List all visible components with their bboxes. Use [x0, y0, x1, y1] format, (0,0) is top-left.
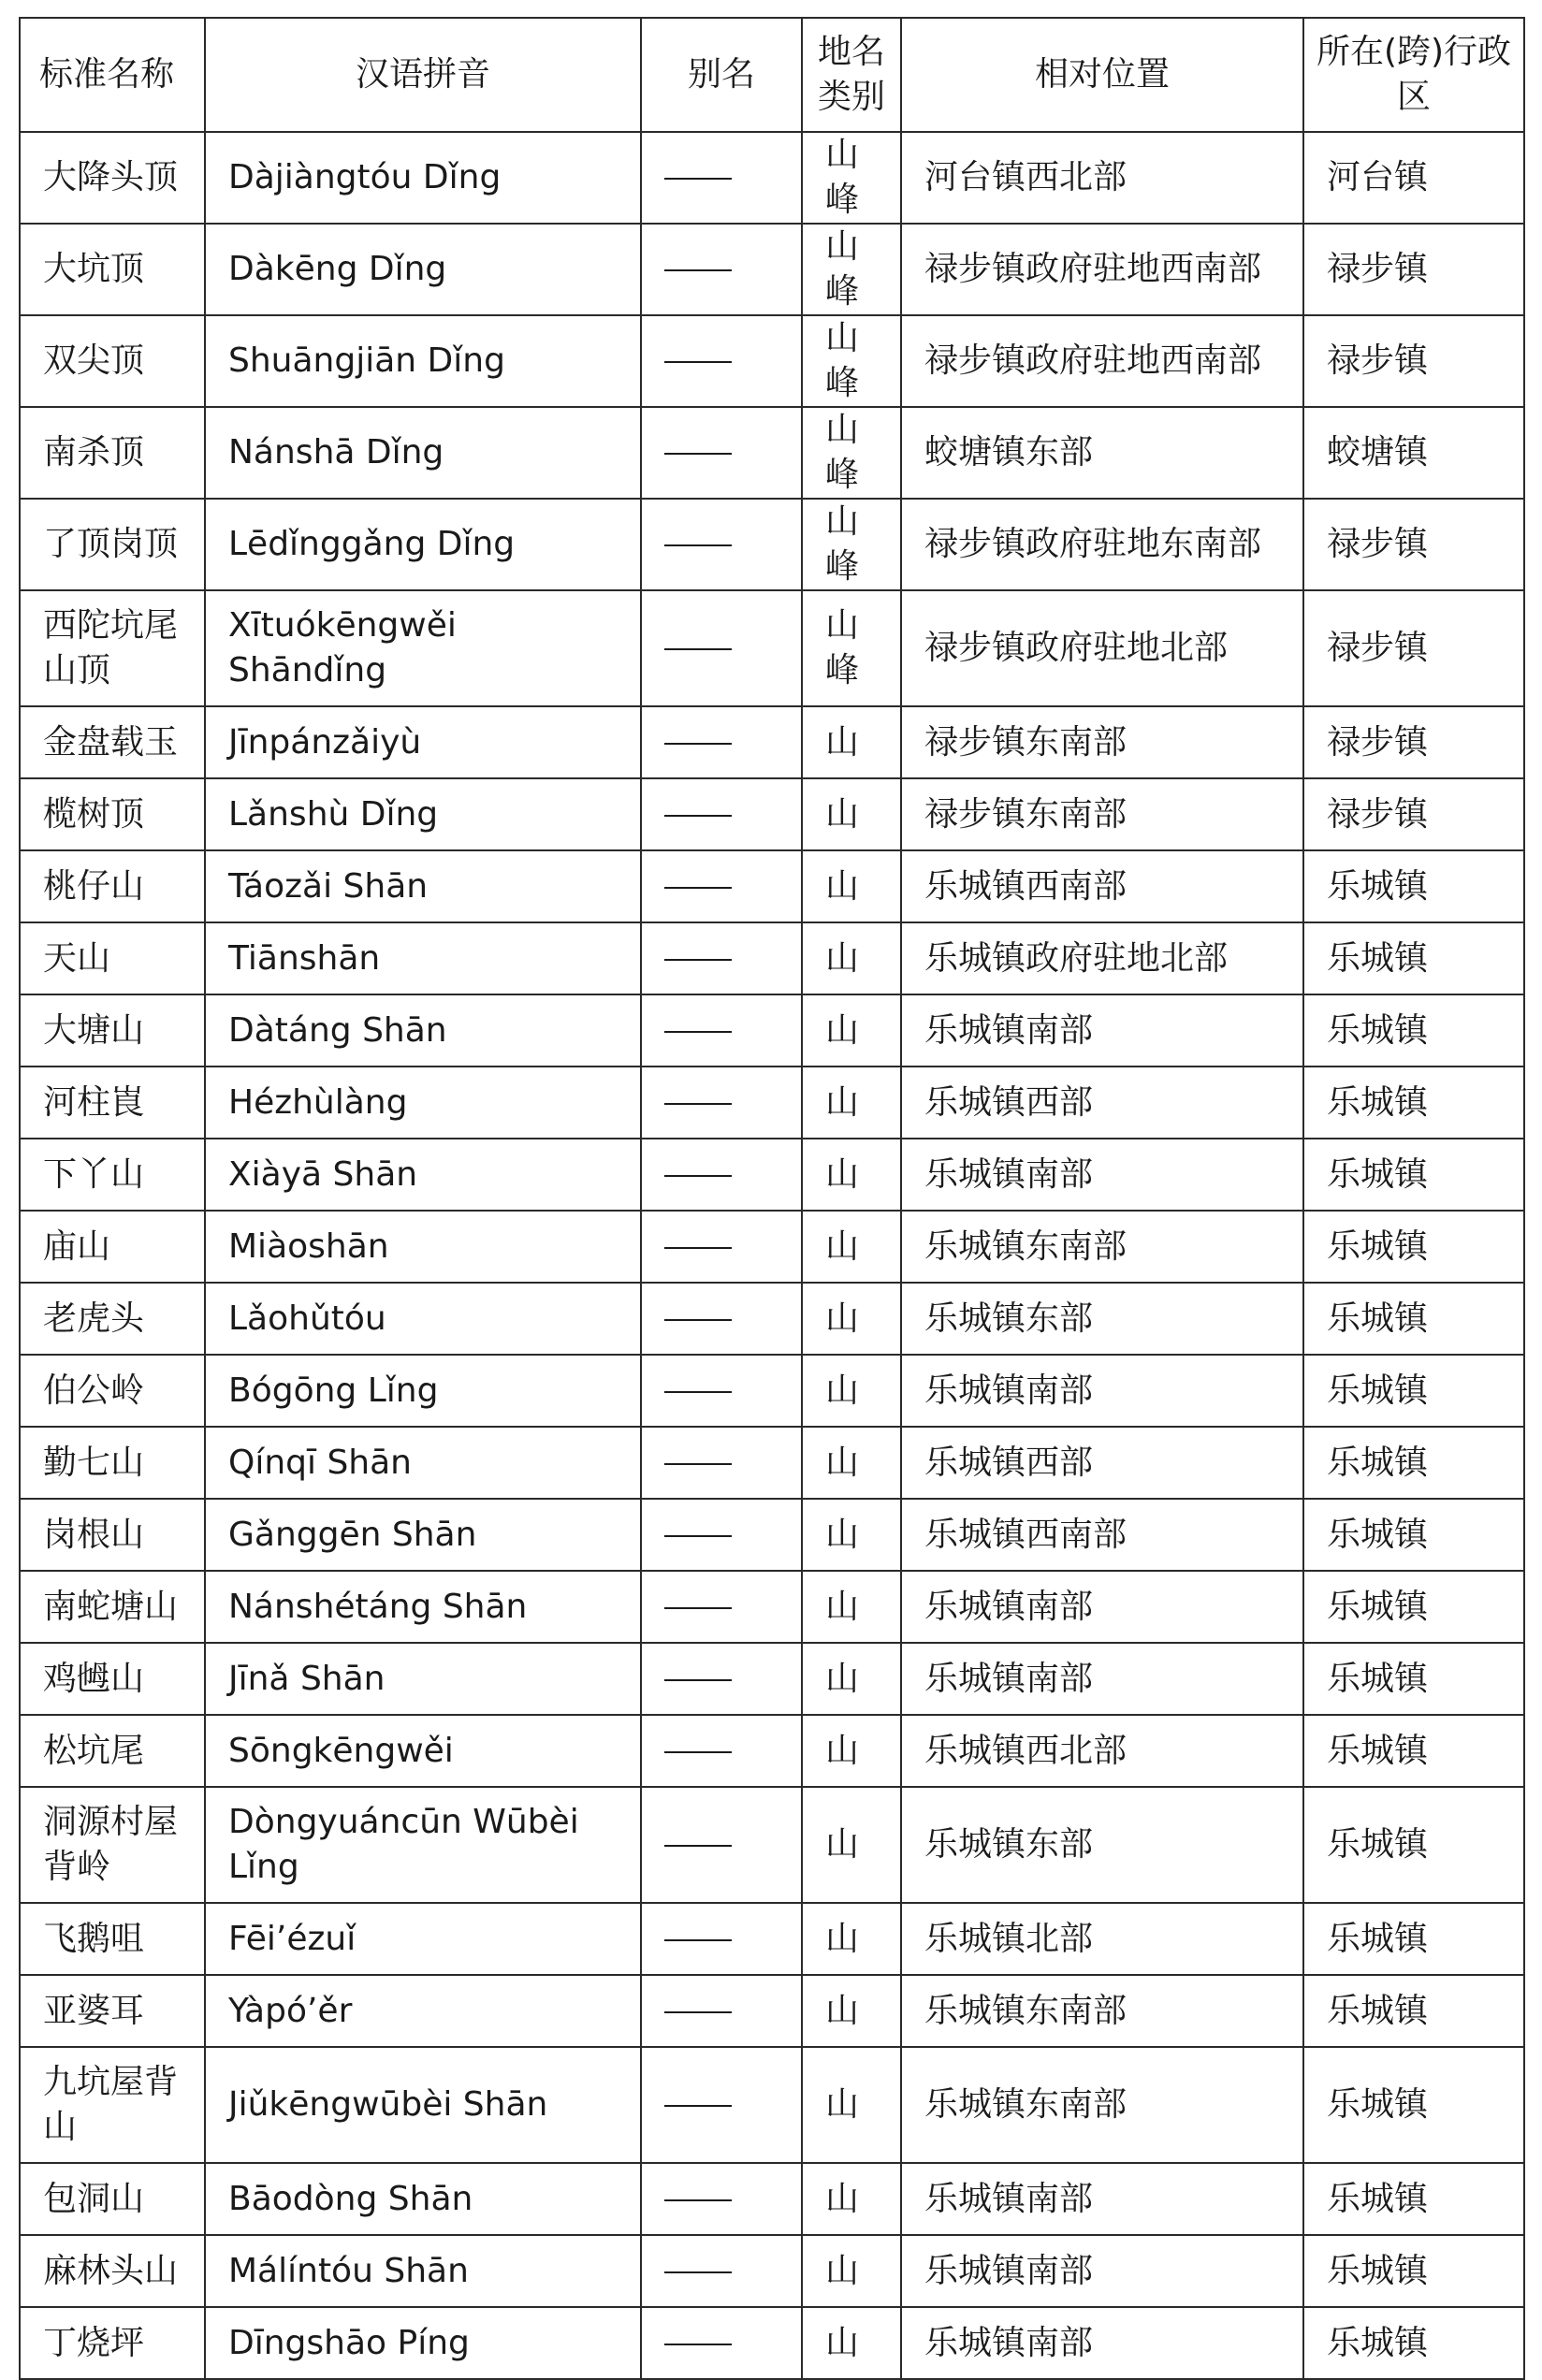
category-cell: 山	[802, 1139, 901, 1211]
relative-location-cell: 禄步镇政府驻地西南部	[901, 224, 1303, 315]
standard-name-cell: 岗根山	[20, 1499, 205, 1571]
category-cell: 山	[802, 1715, 901, 1787]
pinyin-cell: Dàtáng Shān	[205, 994, 641, 1067]
relative-location-cell: 乐城镇南部	[901, 2163, 1303, 2235]
admin-region-cell: 乐城镇	[1303, 994, 1524, 1067]
alias-cell	[641, 2307, 802, 2379]
standard-name-cell: 桃仔山	[20, 850, 205, 922]
admin-region-cell: 乐城镇	[1303, 2235, 1524, 2307]
pinyin-cell: Fēi’ézuǐ	[205, 1903, 641, 1975]
admin-region-cell: 蛟塘镇	[1303, 407, 1524, 499]
alias-cell	[641, 2047, 802, 2163]
alias-empty-dash	[664, 1247, 732, 1249]
alias-cell	[641, 1499, 802, 1571]
standard-name-cell: 天山	[20, 922, 205, 994]
category-cell: 山	[802, 1571, 901, 1643]
relative-location-cell: 禄步镇东南部	[901, 706, 1303, 778]
table-row	[20, 315, 1524, 407]
relative-location-cell: 乐城镇南部	[901, 1643, 1303, 1715]
admin-region-cell: 乐城镇	[1303, 2047, 1524, 2163]
relative-location-cell: 乐城镇东南部	[901, 1975, 1303, 2047]
standard-name-cell: 勤七山	[20, 1427, 205, 1499]
category-cell: 山	[802, 1067, 901, 1139]
table-row	[20, 1139, 1524, 1211]
category-cell: 山峰	[802, 407, 901, 499]
admin-region-cell: 乐城镇	[1303, 1715, 1524, 1787]
relative-location-cell: 乐城镇西南部	[901, 1499, 1303, 1571]
alias-cell	[641, 2163, 802, 2235]
standard-name-cell: 老虎头	[20, 1283, 205, 1355]
alias-cell	[641, 778, 802, 850]
table-row	[20, 1787, 1524, 1903]
alias-empty-dash	[664, 1679, 732, 1681]
admin-region-cell: 乐城镇	[1303, 1571, 1524, 1643]
admin-region-cell: 乐城镇	[1303, 1903, 1524, 1975]
table-row	[20, 1283, 1524, 1355]
category-cell: 山	[802, 1283, 901, 1355]
alias-cell	[641, 590, 802, 706]
category-cell: 山	[802, 778, 901, 850]
standard-name-cell: 包洞山	[20, 2163, 205, 2235]
table-row	[20, 1067, 1524, 1139]
relative-location-cell: 乐城镇南部	[901, 1571, 1303, 1643]
alias-empty-dash	[664, 2271, 732, 2273]
table-row	[20, 850, 1524, 922]
table-row	[20, 778, 1524, 850]
category-cell: 山峰	[802, 224, 901, 315]
standard-name-cell: 松坑尾	[20, 1715, 205, 1787]
alias-empty-dash	[664, 887, 732, 889]
category-cell: 山	[802, 706, 901, 778]
alias-empty-dash	[664, 453, 732, 455]
alias-empty-dash	[664, 2105, 732, 2107]
alias-cell	[641, 1643, 802, 1715]
table-row	[20, 2047, 1524, 2163]
alias-cell	[641, 706, 802, 778]
standard-name-cell: 九坑屋背山	[20, 2047, 205, 2163]
header-admin-region: 所在(跨)行政区	[1303, 18, 1524, 132]
category-cell: 山峰	[802, 315, 901, 407]
standard-name-cell: 南杀顶	[20, 407, 205, 499]
admin-region-cell: 乐城镇	[1303, 1787, 1524, 1903]
relative-location-cell: 乐城镇南部	[901, 994, 1303, 1067]
alias-cell	[641, 1903, 802, 1975]
pinyin-cell: Dàjiàngtóu Dǐng	[205, 132, 641, 224]
header-row	[20, 18, 1524, 132]
alias-cell	[641, 2235, 802, 2307]
alias-cell	[641, 224, 802, 315]
relative-location-cell: 乐城镇西部	[901, 1427, 1303, 1499]
relative-location-cell: 乐城镇北部	[901, 1903, 1303, 1975]
alias-cell	[641, 1715, 802, 1787]
table-row	[20, 1571, 1524, 1643]
alias-empty-dash	[664, 1751, 732, 1753]
table-header	[20, 18, 1524, 132]
alias-cell	[641, 994, 802, 1067]
table-row	[20, 1427, 1524, 1499]
alias-cell	[641, 1139, 802, 1211]
standard-name-cell: 榄树顶	[20, 778, 205, 850]
pinyin-cell: Bógōng Lǐng	[205, 1355, 641, 1427]
pinyin-cell: Dīngshāo Píng	[205, 2307, 641, 2379]
alias-empty-dash	[664, 178, 732, 180]
alias-empty-dash	[664, 2344, 732, 2345]
admin-region-cell: 乐城镇	[1303, 2163, 1524, 2235]
standard-name-cell: 双尖顶	[20, 315, 205, 407]
relative-location-cell: 禄步镇政府驻地西南部	[901, 315, 1303, 407]
standard-name-cell: 大降头顶	[20, 132, 205, 224]
pinyin-cell: Sōngkēngwěi	[205, 1715, 641, 1787]
table-row	[20, 2235, 1524, 2307]
alias-empty-dash	[664, 1031, 732, 1033]
table-row	[20, 1715, 1524, 1787]
alias-empty-dash	[664, 743, 732, 745]
pinyin-cell: Gǎnggēn Shān	[205, 1499, 641, 1571]
category-cell: 山	[802, 1499, 901, 1571]
pinyin-cell: Dòngyuáncūn Wūbèi Lǐng	[205, 1787, 641, 1903]
table-row	[20, 590, 1524, 706]
pinyin-cell: Málíntóu Shān	[205, 2235, 641, 2307]
relative-location-cell: 乐城镇南部	[901, 1355, 1303, 1427]
table-row	[20, 1211, 1524, 1283]
standard-name-cell: 亚婆耳	[20, 1975, 205, 2047]
pinyin-cell: Xītuókēngwěi Shāndǐng	[205, 590, 641, 706]
admin-region-cell: 禄步镇	[1303, 315, 1524, 407]
pinyin-cell: Nánshā Dǐng	[205, 407, 641, 499]
relative-location-cell: 乐城镇西北部	[901, 1715, 1303, 1787]
alias-cell	[641, 1355, 802, 1427]
alias-empty-dash	[664, 1175, 732, 1177]
alias-empty-dash	[664, 1535, 732, 1537]
relative-location-cell: 河台镇西北部	[901, 132, 1303, 224]
table-row	[20, 994, 1524, 1067]
alias-cell	[641, 1211, 802, 1283]
category-cell: 山峰	[802, 132, 901, 224]
alias-cell	[641, 922, 802, 994]
category-cell: 山	[802, 922, 901, 994]
relative-location-cell: 乐城镇东南部	[901, 1211, 1303, 1283]
header-standard-name: 标准名称	[20, 18, 205, 132]
pinyin-cell: Lǎohǔtóu	[205, 1283, 641, 1355]
relative-location-cell: 乐城镇东南部	[901, 2047, 1303, 2163]
standard-name-cell: 洞源村屋背岭	[20, 1787, 205, 1903]
pinyin-cell: Jīnpánzǎiyù	[205, 706, 641, 778]
admin-region-cell: 乐城镇	[1303, 1283, 1524, 1355]
alias-cell	[641, 132, 802, 224]
category-cell: 山	[802, 1975, 901, 2047]
relative-location-cell: 乐城镇西部	[901, 1067, 1303, 1139]
table-row	[20, 1355, 1524, 1427]
table-row	[20, 1499, 1524, 1571]
admin-region-cell: 乐城镇	[1303, 850, 1524, 922]
table-row	[20, 922, 1524, 994]
alias-empty-dash	[664, 1319, 732, 1321]
relative-location-cell: 乐城镇政府驻地北部	[901, 922, 1303, 994]
standard-name-cell: 麻林头山	[20, 2235, 205, 2307]
admin-region-cell: 乐城镇	[1303, 1499, 1524, 1571]
pinyin-cell: Shuāngjiān Dǐng	[205, 315, 641, 407]
standard-name-cell: 伯公岭	[20, 1355, 205, 1427]
relative-location-cell: 禄步镇政府驻地北部	[901, 590, 1303, 706]
place-name-table	[19, 17, 1525, 2380]
alias-empty-dash	[664, 815, 732, 817]
pinyin-cell: Xiàyā Shān	[205, 1139, 641, 1211]
pinyin-cell: Dàkēng Dǐng	[205, 224, 641, 315]
admin-region-cell: 禄步镇	[1303, 590, 1524, 706]
standard-name-cell: 了顶岗顶	[20, 499, 205, 590]
admin-region-cell: 乐城镇	[1303, 1427, 1524, 1499]
table-body	[20, 132, 1524, 2379]
category-cell: 山	[802, 2307, 901, 2379]
pinyin-cell: Miàoshān	[205, 1211, 641, 1283]
alias-empty-dash	[664, 544, 732, 546]
admin-region-cell: 乐城镇	[1303, 2307, 1524, 2379]
alias-cell	[641, 315, 802, 407]
relative-location-cell: 乐城镇南部	[901, 2307, 1303, 2379]
admin-region-cell: 乐城镇	[1303, 922, 1524, 994]
category-cell: 山	[802, 1355, 901, 1427]
alias-empty-dash	[664, 1845, 732, 1847]
alias-empty-dash	[664, 361, 732, 363]
relative-location-cell: 乐城镇东部	[901, 1787, 1303, 1903]
alias-cell	[641, 1975, 802, 2047]
table-row	[20, 1975, 1524, 2047]
pinyin-cell: Lǎnshù Dǐng	[205, 778, 641, 850]
alias-empty-dash	[664, 959, 732, 961]
alias-empty-dash	[664, 1939, 732, 1941]
alias-cell	[641, 1571, 802, 1643]
standard-name-cell: 庙山	[20, 1211, 205, 1283]
alias-empty-dash	[664, 2199, 732, 2201]
table-row	[20, 499, 1524, 590]
alias-cell	[641, 850, 802, 922]
category-cell: 山	[802, 2235, 901, 2307]
category-cell: 山峰	[802, 499, 901, 590]
pinyin-cell: Hézhùlàng	[205, 1067, 641, 1139]
table-row	[20, 132, 1524, 224]
admin-region-cell: 禄步镇	[1303, 778, 1524, 850]
alias-cell	[641, 1427, 802, 1499]
header-category: 地名类别	[802, 18, 901, 132]
alias-cell	[641, 1283, 802, 1355]
standard-name-cell: 河柱崀	[20, 1067, 205, 1139]
category-cell: 山	[802, 2163, 901, 2235]
pinyin-cell: Jiǔkēngwūbèi Shān	[205, 2047, 641, 2163]
relative-location-cell: 乐城镇南部	[901, 2235, 1303, 2307]
alias-cell	[641, 407, 802, 499]
alias-cell	[641, 1787, 802, 1903]
category-cell: 山	[802, 2047, 901, 2163]
category-cell: 山	[802, 1211, 901, 1283]
standard-name-cell: 鸡乸山	[20, 1643, 205, 1715]
category-cell: 山	[802, 850, 901, 922]
standard-name-cell: 金盘载玉	[20, 706, 205, 778]
standard-name-cell: 南蛇塘山	[20, 1571, 205, 1643]
category-cell: 山	[802, 1903, 901, 1975]
category-cell: 山	[802, 1427, 901, 1499]
admin-region-cell: 乐城镇	[1303, 1643, 1524, 1715]
alias-cell	[641, 499, 802, 590]
pinyin-cell: Qínqī Shān	[205, 1427, 641, 1499]
standard-name-cell: 飞鹅咀	[20, 1903, 205, 1975]
relative-location-cell: 乐城镇南部	[901, 1139, 1303, 1211]
relative-location-cell: 乐城镇西南部	[901, 850, 1303, 922]
header-alias: 别名	[641, 18, 802, 132]
standard-name-cell: 西陀坑尾山顶	[20, 590, 205, 706]
admin-region-cell: 禄步镇	[1303, 499, 1524, 590]
table-row	[20, 706, 1524, 778]
pinyin-cell: Bāodòng Shān	[205, 2163, 641, 2235]
alias-empty-dash	[664, 648, 732, 650]
pinyin-cell: Nánshétáng Shān	[205, 1571, 641, 1643]
pinyin-cell: Táozǎi Shān	[205, 850, 641, 922]
alias-cell	[641, 1067, 802, 1139]
standard-name-cell: 下丫山	[20, 1139, 205, 1211]
pinyin-cell: Yàpó’ěr	[205, 1975, 641, 2047]
header-relative-location: 相对位置	[901, 18, 1303, 132]
table-row	[20, 224, 1524, 315]
pinyin-cell: Lēdǐnggǎng Dǐng	[205, 499, 641, 590]
standard-name-cell: 大坑顶	[20, 224, 205, 315]
table-row	[20, 1903, 1524, 1975]
category-cell: 山	[802, 1643, 901, 1715]
alias-empty-dash	[664, 269, 732, 271]
standard-name-cell: 大塘山	[20, 994, 205, 1067]
alias-empty-dash	[664, 1103, 732, 1105]
table-row	[20, 2307, 1524, 2379]
admin-region-cell: 乐城镇	[1303, 1355, 1524, 1427]
admin-region-cell: 乐城镇	[1303, 1975, 1524, 2047]
alias-empty-dash	[664, 2011, 732, 2013]
relative-location-cell: 禄步镇东南部	[901, 778, 1303, 850]
category-cell: 山峰	[802, 590, 901, 706]
table-row	[20, 1643, 1524, 1715]
standard-name-cell: 丁烧坪	[20, 2307, 205, 2379]
admin-region-cell: 乐城镇	[1303, 1067, 1524, 1139]
alias-empty-dash	[664, 1391, 732, 1393]
table-row	[20, 2163, 1524, 2235]
alias-empty-dash	[664, 1463, 732, 1465]
admin-region-cell: 河台镇	[1303, 132, 1524, 224]
alias-empty-dash	[664, 1607, 732, 1609]
relative-location-cell: 乐城镇东部	[901, 1283, 1303, 1355]
header-pinyin: 汉语拼音	[205, 18, 641, 132]
admin-region-cell: 乐城镇	[1303, 1211, 1524, 1283]
relative-location-cell: 禄步镇政府驻地东南部	[901, 499, 1303, 590]
category-cell: 山	[802, 994, 901, 1067]
relative-location-cell: 蛟塘镇东部	[901, 407, 1303, 499]
category-cell: 山	[802, 1787, 901, 1903]
table-row	[20, 407, 1524, 499]
admin-region-cell: 禄步镇	[1303, 224, 1524, 315]
admin-region-cell: 乐城镇	[1303, 1139, 1524, 1211]
pinyin-cell: Tiānshān	[205, 922, 641, 994]
pinyin-cell: Jīnǎ Shān	[205, 1643, 641, 1715]
admin-region-cell: 禄步镇	[1303, 706, 1524, 778]
